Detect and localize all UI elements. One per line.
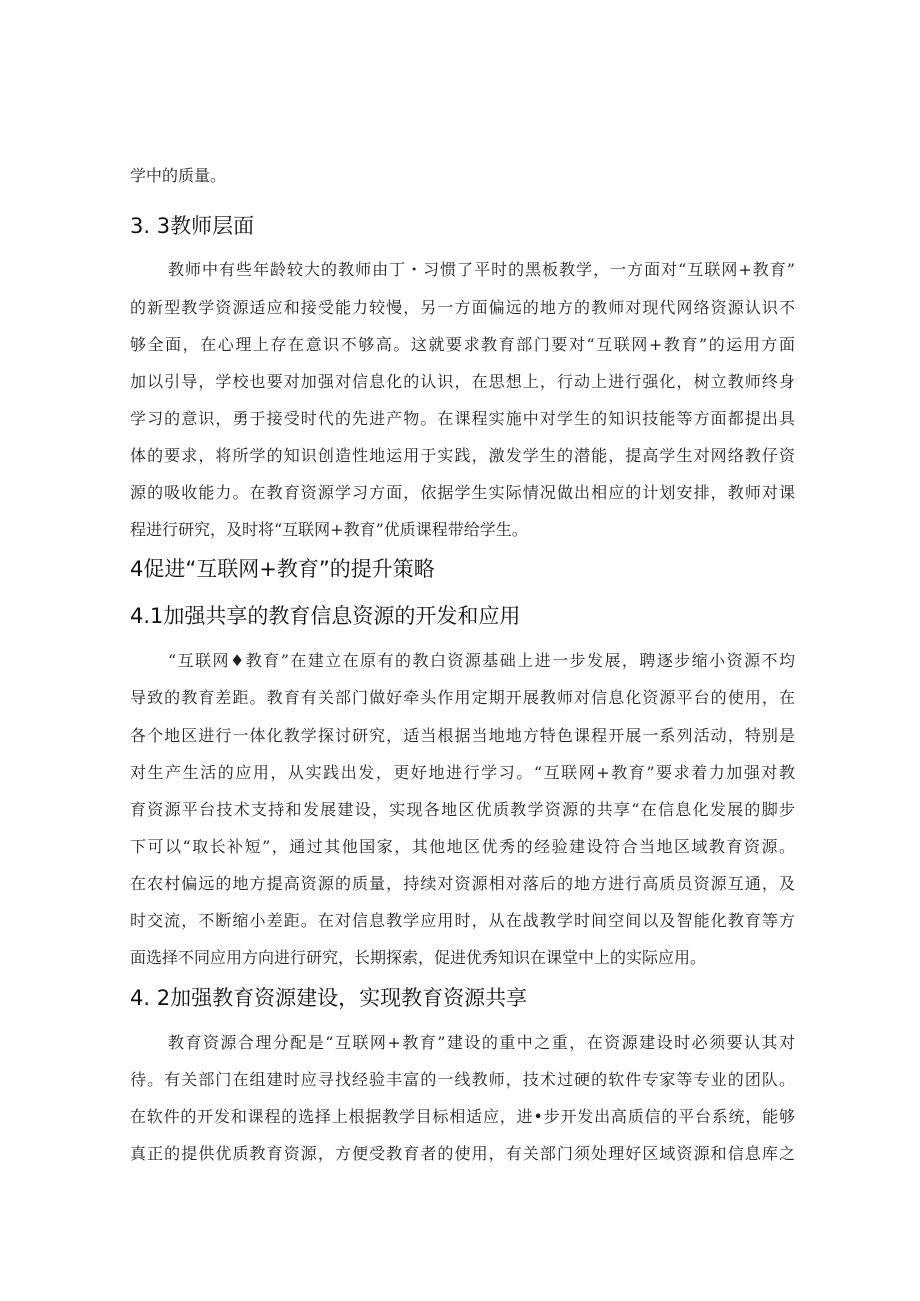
section-heading-4-1: 4.1加强共享的教育信息资源的开发和应用 [130,604,521,628]
paragraph-line: 教师中有些年龄较大的教师由丁・习惯了平时的黑板教学，一方面对“互联网+教育” [168,260,795,279]
paragraph-line: 学习的意识，勇于接受时代的先进产物。在课程实施中对学生的知识技能等方面都提出具 [130,409,795,428]
paragraph-line: 时交流，不断缩小差距。在对信息教学应用时，从在战教学时间空间以及智能化教育等方 [130,911,795,930]
section-heading-4: 4促进“互联网+教育”的提升策略 [130,557,435,581]
paragraph-line: 在农村偏远的地方提高资源的质量，持续对资源相对落后的地方进行高质员资源互通，及 [130,874,795,893]
paragraph-line: 够全面，在心理上存在意识不够高。这就要求教育部门要对“互联网+教育”的运用方面 [130,335,795,354]
paragraph-line: 的新型教学资源适应和接受能力较慢，另一方面偏远的地方的教师对现代网络资源认识不 [130,298,795,317]
paragraph-line: 待。有关部门在组建时应寻找经验丰富的一线教师，技术过硬的软件专家等专业的团队。 [130,1070,795,1089]
paragraph-line: 各个地区进行一体化教学探讨研究，适当根据当地地方特色课程开展一系列活动，特别是 [130,726,795,745]
section-heading-3-3: 3. 3教师层面 [130,214,255,238]
paragraph-line: 教育资源合理分配是“互联网+教育”建设的重中之重，在资源建设时必须要认其对 [168,1033,795,1052]
paragraph-line: 下可以“取长补短”，通过其他国家，其他地区优秀的经验建设符合当地区域教育资源。 [130,837,795,856]
paragraph-line: 加以引导，学校也要对加强对信息化的认识，在思想上，行动上进行强化，树立教师终身 [130,372,795,391]
paragraph-line: 程进行研究，及时将“互联网+教育”优质课程带给学生。 [130,520,528,539]
paragraph-line: 育资源平台技术支持和发展建设，实现各地区优质教学资源的共享“在信息化发展的脚步 [130,800,795,819]
paragraph-line: 学中的质量。 [130,166,227,185]
paragraph-line: 在软件的开发和课程的选择上根据教学目标相适应，进•步开发出高质信的平台系统，能够 [130,1107,795,1126]
paragraph-line: 导致的教育差距。教育有关部门做好牵头作用定期开展教师对信息化资源平台的使用，在 [130,688,795,707]
section-heading-4-2: 4. 2加强教育资源建设，实现教育资源共享 [130,986,528,1010]
paragraph-line: 对生产生活的应用，从实践出发，更好地进行学习。“互联网+教育”要求着力加强对教 [130,763,795,782]
paragraph-line: 体的要求，将所学的知识创造性地运用于实践，激发学生的潜能，提高学生对网络教仔资 [130,446,795,465]
paragraph-line: 源的吸收能力。在教育资源学习方面，依据学生实际情况做出相应的计划安排，教师对课 [130,483,795,502]
paragraph-line: 面选择不同应用方向进行研究，长期探索，促进优秀知识在课堂中上的实际应用。 [130,948,707,967]
paragraph-line: “互联网♦教育”在建立在原有的教白资源基础上进一步发展，聘逐步缩小资源不均 [168,651,795,670]
paragraph-line: 真正的提供优质教育资源，方便受教育者的使用，有关部门须处理好区域资源和信息库之 [130,1144,795,1163]
